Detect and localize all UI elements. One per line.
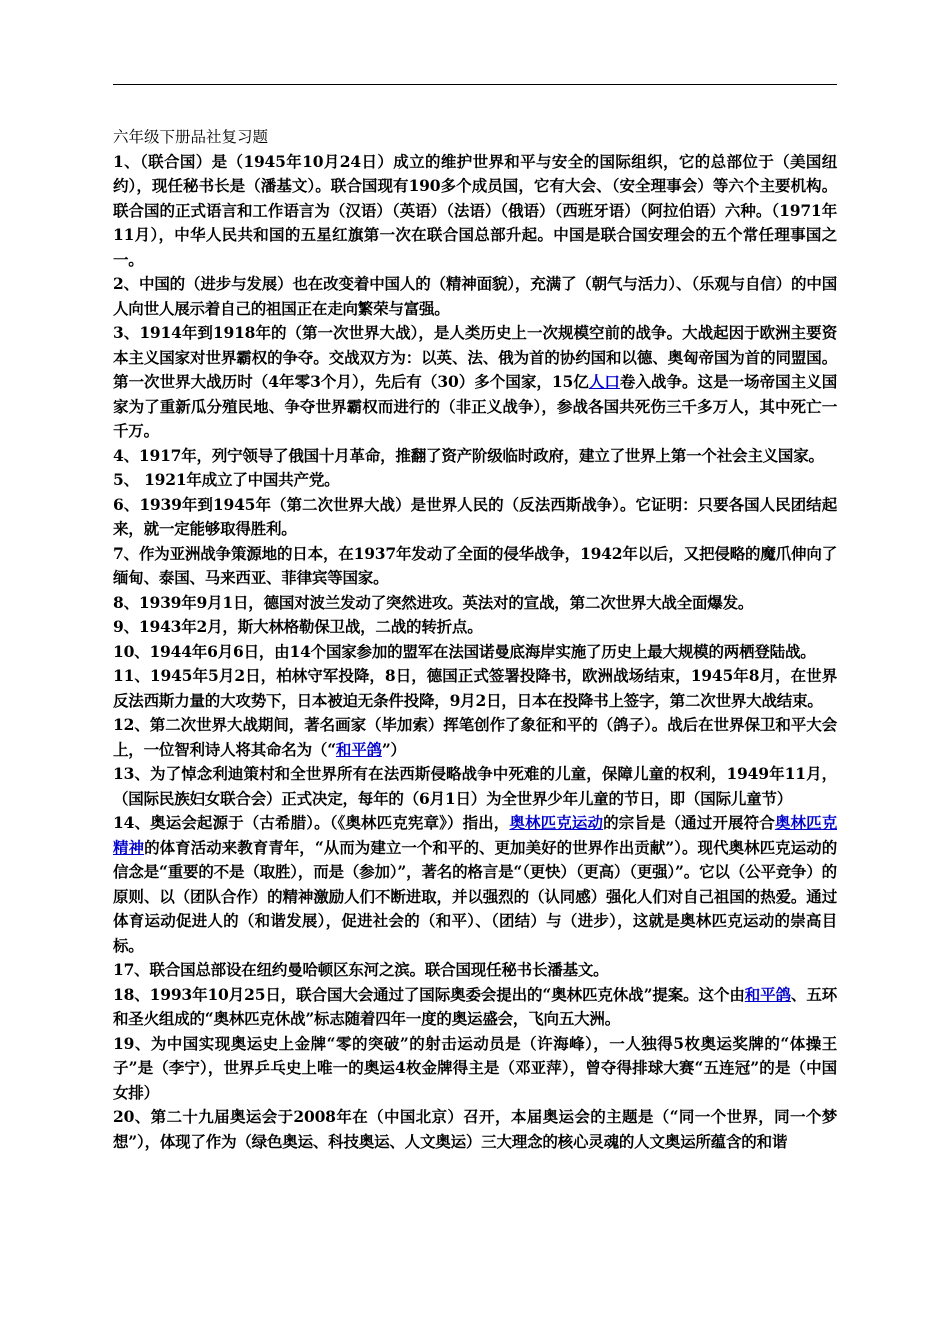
link-peace-dove-2[interactable]: 和平鸽 (744, 984, 791, 1004)
question-number: 13 (113, 764, 135, 783)
question-number: 1 (113, 151, 124, 171)
question-6 (113, 493, 837, 542)
question-number: 19 (113, 1033, 135, 1053)
question-text: 、（联合国）是（1945年10月24日）成立的维护世界和平与安全的国际组织，它的总部位于（美国纽约），现任秘书长是（潘基文）。联合国现有190多个成员国，它有大会、（安全理事会）等六个主要机构。联合国的正式语言和工作语言为（汉语）（英语）（法语）（俄语）（西班牙语）（阿拉伯语）六种。（1971年11月），中华人民共和国的五星红旗第一次在联合国总部升起。中国是联合国安理会的五个常任理事国之一。 (113, 151, 837, 269)
question-1 (113, 150, 837, 273)
question-12 (113, 713, 837, 762)
question-text: 、1917年，列宁领导了俄国十月革命，推翻了资产阶级临时政府，建立了世界上第一个社会主义国家。 (123, 445, 824, 465)
question-number: 6 (113, 494, 124, 514)
question-text: 、五环和圣火组成的“奥林匹克休战”标志随着四年一度的奥运盛会，飞向五大洲。 (113, 984, 838, 1028)
question-20 (113, 1105, 837, 1154)
question-number: 14 (113, 813, 135, 832)
question-text: 的宗旨是（通过开展符合 (603, 813, 775, 832)
header-rule (113, 84, 837, 85)
question-text: 、1939年到1945年（第二次世界大战）是世界人民的（反法西斯战争）。它证明：只要各国人民团结起来，就一定能够取得胜利。 (113, 494, 837, 538)
question-text: 、作为亚洲战争策源地的日本，在1937年发动了全面的侵华战争，1942年以后，又把侵略的魔爪伸向了缅甸、泰国、马来西亚、菲律宾等国家。 (113, 543, 837, 587)
question-19 (113, 1032, 837, 1106)
question-text: 、奥运会起源于（古希腊）。（《奥林匹克宪章》）指出， (134, 813, 510, 832)
question-18 (113, 983, 837, 1032)
question-text: 的体育活动来教育青年，“从而为建立一个和平的、更加美好的世界作出贡献”）。现代奥林匹克运动的信念是“重要的不是（取胜），而是（参加）”，著名的格言是“（更快）（更高）（更强）”。它以（公平竞争）的原则、以（团队合作）的精神激励人们不断进取，并以强烈的（认同感）强化人们对自己祖国的热爱。通过体育运动促进人的（和谐发展），促进社会的（和平）、（团结）与（进步），这就是奥林匹克运动的崇高目标。 (113, 837, 838, 955)
question-13 (113, 762, 837, 811)
question-number: 3 (113, 323, 124, 342)
question-text: 、联合国总部设在纽约曼哈顿区东河之滨。联合国现任秘书长潘基文。 (134, 960, 609, 979)
question-number: 5 (113, 470, 124, 489)
link-olympic-spirit[interactable]: 奥林匹克精神 (113, 813, 837, 857)
question-number: 9 (113, 617, 124, 636)
question-text: 卷入战争。这是一场帝国主义国家为了重新瓜分殖民地、争夺世界霸权而进行的（非正义战争），参战各国共死伤三千多万人，其中死亡一千万。 (113, 372, 837, 440)
question-text: 、1993年10月25日，联合国大会通过了国际奥委会提出的“奥林匹克休战”提案。这个由 (134, 984, 745, 1004)
link-olympic-movement[interactable]: 奥林匹克运动 (509, 813, 604, 832)
question-text: 、为了悼念利迪策村和全世界所有在法西斯侵略战争中死难的儿童，保障儿童的权利，1949年11月，（国际民族妇女联合会）正式决定，每年的（6月1日）为全世界少年儿童的节日，即（国际儿童节） (113, 764, 837, 808)
question-number: 2 (113, 274, 124, 293)
question-text: 、中国的（进步与发展）也在改变着中国人的（精神面貌），充满了（朝气与活力）、（乐观与自信）的中国人向世人展示着自己的祖国正在走向繁荣与富强。 (113, 274, 837, 318)
question-10 (113, 640, 837, 665)
question-text: 、1944年6月6日，由14个国家参加的盟军在法国诺曼底海岸实施了历史上最大规模的两栖登陆战。 (134, 641, 816, 661)
question-text: ”） (381, 739, 406, 759)
question-8 (113, 591, 837, 616)
question-9 (113, 615, 837, 640)
question-number: 4 (113, 445, 124, 465)
question-text: 、1914年到1918年的（第一次世界大战），是人类历史上一次规模空前的战争。大战起因于欧洲主要资本主义国家对世界霸权的争夺。交战双方为：以英、法、俄为首的协约国和以德、奥匈帝国为首的同盟国。第一次世界大战历时（4年零3个月），先后有（30）多个国家，15亿 (113, 323, 837, 391)
question-number: 10 (113, 641, 135, 661)
link-population[interactable]: 人口 (588, 372, 620, 391)
question-2 (113, 272, 837, 321)
question-number: 18 (113, 984, 135, 1004)
document-body (113, 125, 837, 1154)
question-17 (113, 958, 837, 983)
question-3 (113, 321, 837, 444)
question-4 (113, 444, 837, 469)
question-text: 、第二十九届奥运会于2008年在（中国北京）召开，本届奥运会的主题是（“同一个世界，同一个梦想”），体现了作为（绿色奥运、科技奥运、人文奥运）三大理念的核心灵魂的人文奥运所蕴含的和谐 (113, 1107, 837, 1151)
question-number: 20 (113, 1107, 135, 1126)
question-text: 、1943年2月，斯大林格勒保卫战，二战的转折点。 (123, 617, 483, 636)
question-11 (113, 664, 837, 713)
link-peace-dove[interactable]: 和平鸽 (335, 739, 382, 759)
question-number: 7 (113, 543, 124, 563)
question-text: 、为中国实现奥运史上金牌“零的突破”的射击运动员是（许海峰），一人独得5枚奥运奖牌的“体操王子”是（李宁），世界乒乓史上唯一的奥运4枚金牌得主是（邓亚萍），曾夺得排球大赛“五连冠”的是（中国女排） (113, 1033, 837, 1102)
question-text: 、1945年5月2日，柏林守军投降，8日，德国正式签署投降书，欧洲战场结束，1945年8月，在世界反法西斯力量的大攻势下，日本被迫无条件投降，9月2日，日本在投降书上签字，第二次世界大战结束。 (113, 666, 837, 710)
question-text: 、第二次世界大战期间，著名画家（毕加索）挥笔创作了象征和平的（鸽子）。战后在世界保卫和平大会上，一位智利诗人将其命名为（“ (113, 715, 837, 759)
question-number: 8 (113, 592, 124, 612)
question-number: 11 (113, 666, 135, 685)
question-7 (113, 542, 837, 591)
document-title: 六年级下册品社复习题 (113, 128, 269, 146)
question-14 (113, 811, 837, 958)
question-5 (113, 468, 837, 493)
question-number: 12 (113, 715, 135, 734)
question-text: 、1939年9月1日，德国对波兰发动了突然进攻。英法对的宣战，第二次世界大战全面爆发。 (123, 592, 754, 612)
question-text: 、 1921年成立了中国共产党。 (123, 470, 340, 489)
question-number: 17 (113, 960, 135, 979)
